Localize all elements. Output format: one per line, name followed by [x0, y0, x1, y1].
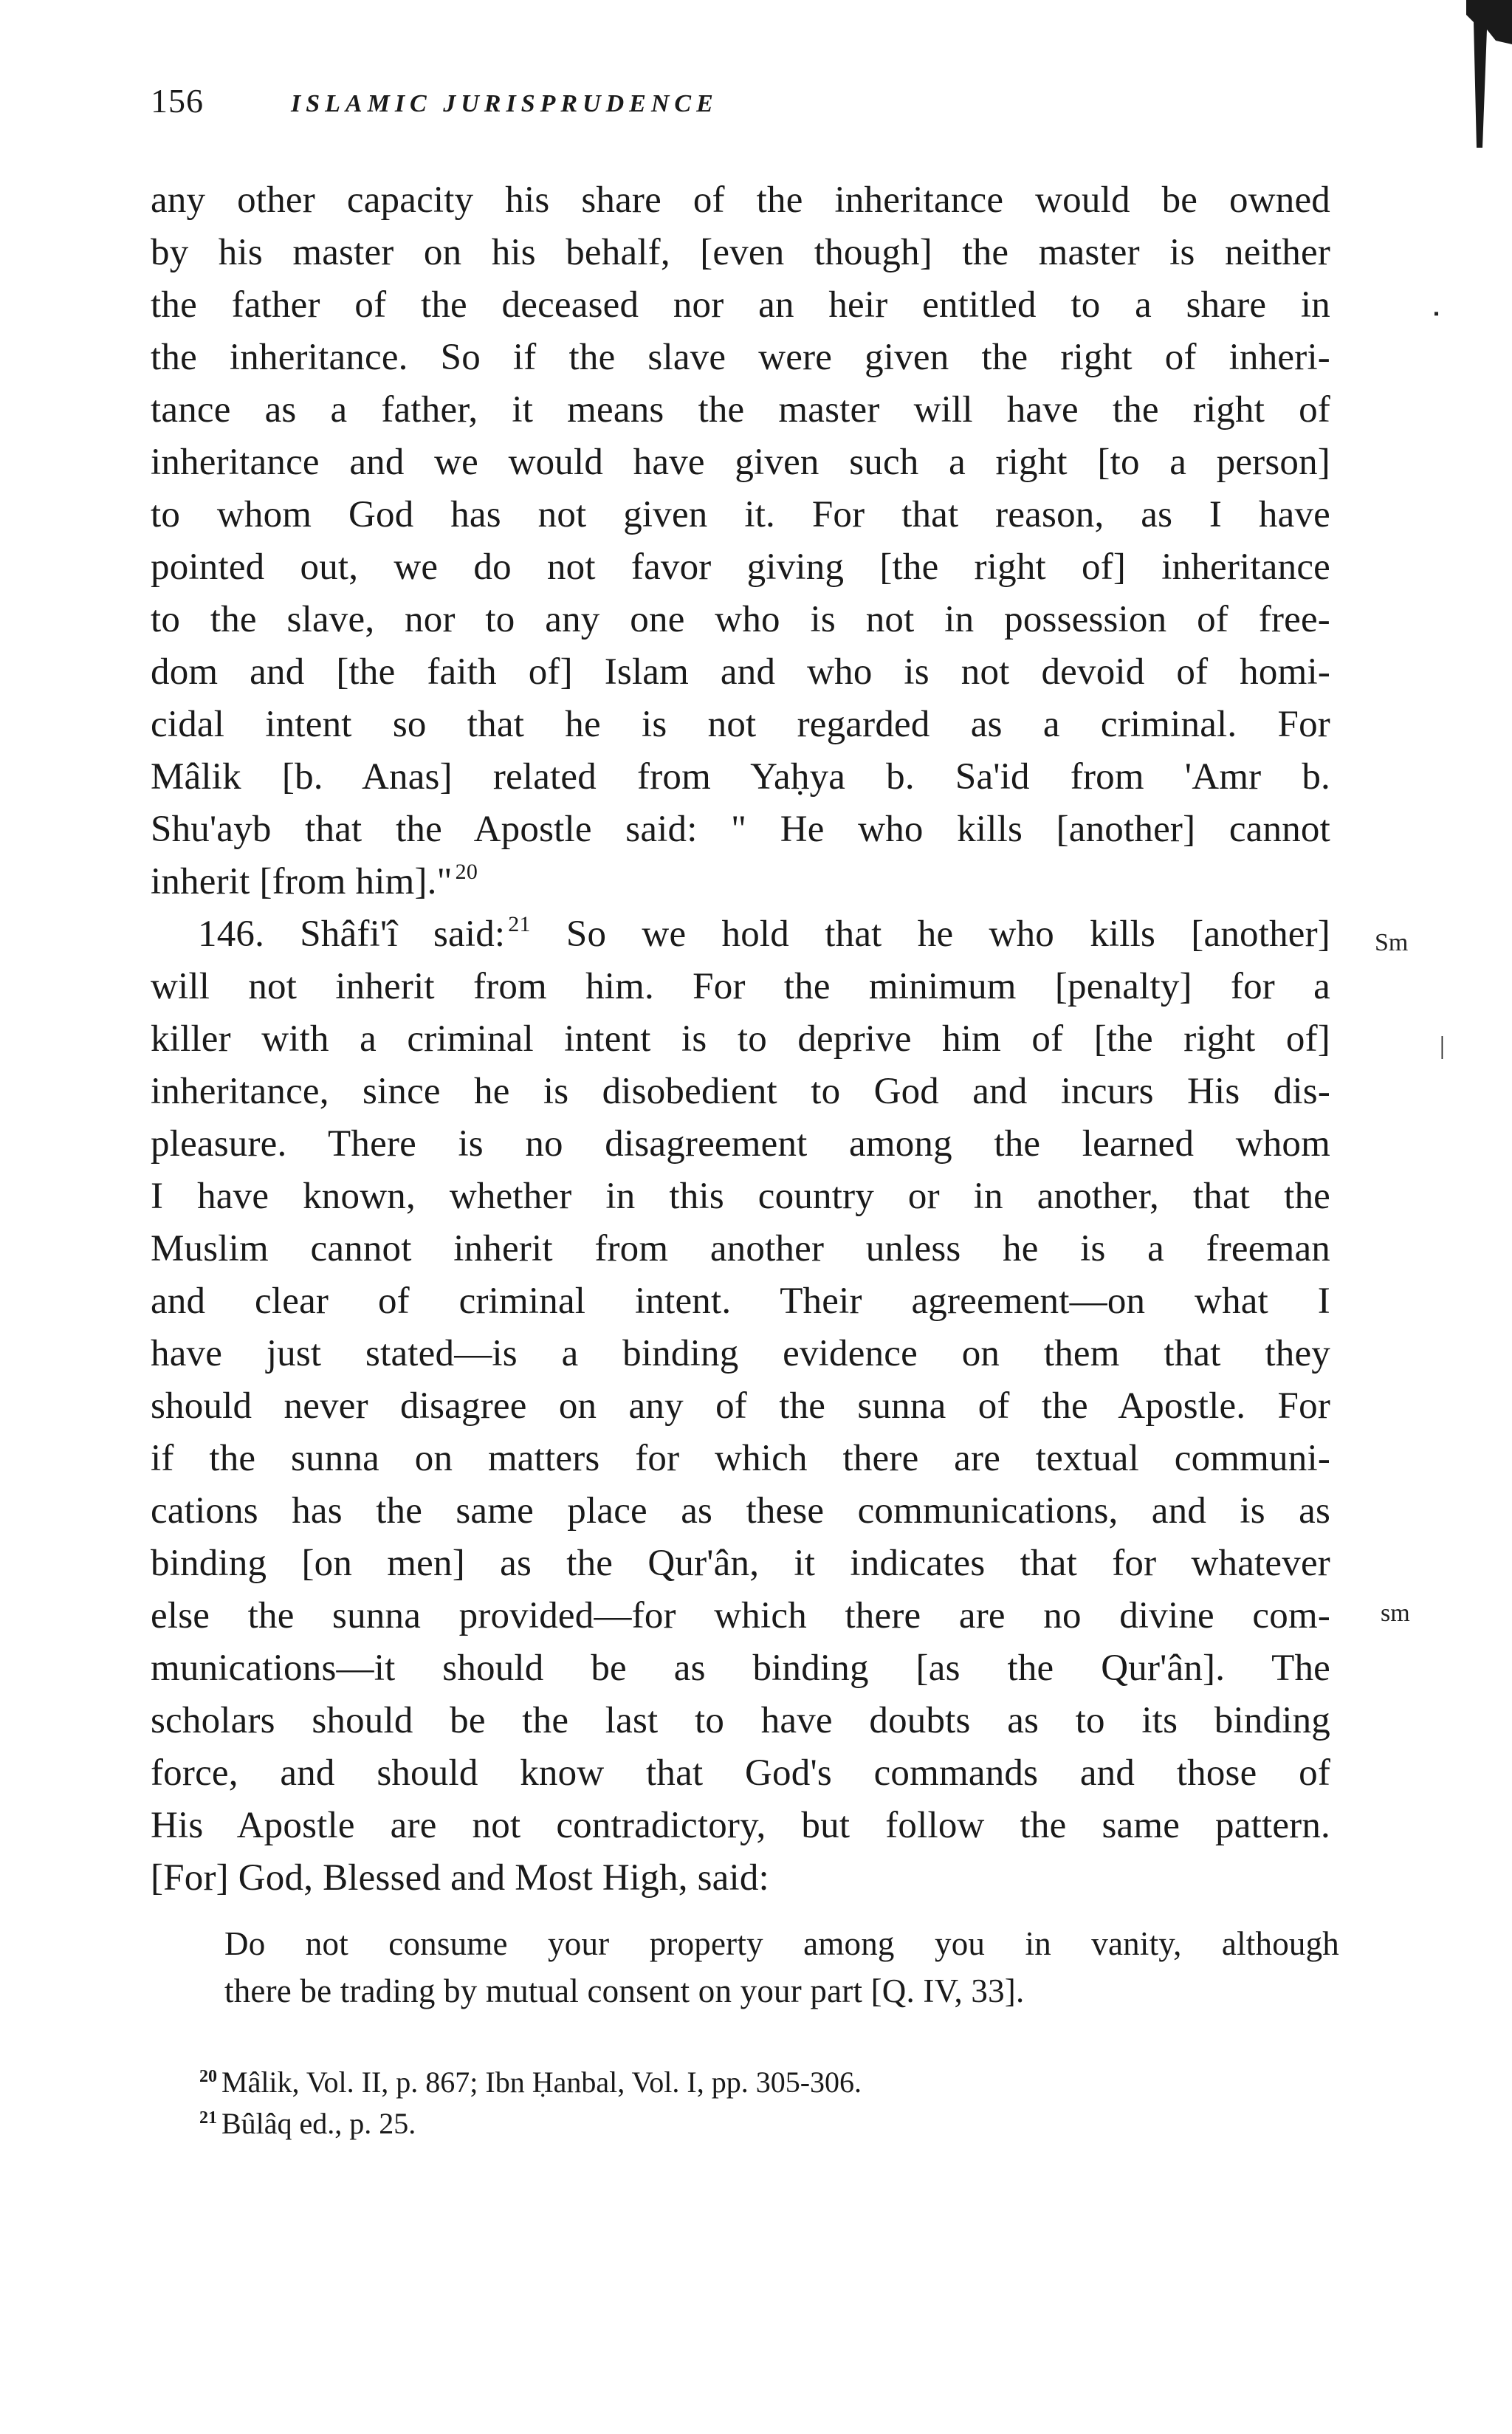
footnote-text: Bûlâq ed., p. 25. [221, 2107, 416, 2140]
footnotes [199, 2062, 1159, 2145]
text-line: scholars should be the last to have doubts as to its binding [151, 1700, 1330, 1741]
text-line: and clear of criminal intent. Their agreement—on what I [151, 1281, 1330, 1322]
text-line: munications—it should be as binding [as the Qur'ân]. The [151, 1648, 1330, 1689]
text-line: His Apostle are not contradictory, but follow the same pattern. [151, 1805, 1330, 1846]
text-line-content: inherit [from him]." [151, 861, 453, 902]
text-line: cidal intent so that he is not regarded as a criminal. For [151, 704, 1330, 745]
text-line: by his master on his behalf, [even though] the master is neither [151, 232, 1330, 273]
page-margin-left [0, 0, 148, 2434]
page-number: 156 [151, 82, 204, 120]
paragraph [151, 908, 1330, 1905]
footnote [199, 2103, 1159, 2145]
text-line: the inheritance. So if the slave were given the right of inheri- [151, 337, 1330, 378]
text-line: will not inherit from him. For the minimum [penalty] for a [151, 966, 1330, 1007]
footnote-marker: 20 [199, 2067, 217, 2086]
text-line [151, 908, 1330, 961]
text-line: to the slave, nor to any one who is not in possession of free- [151, 599, 1330, 640]
footnote-marker: 21 [199, 2108, 217, 2128]
text-line: pleasure. There is no disagreement among the learned whom [151, 1123, 1330, 1165]
paragraph-number-and-speaker: 146. Shâfi'î said: [198, 913, 506, 955]
quote-line: Do not consume your property among you in vanity, although [224, 1925, 1339, 1962]
running-title: ISLAMIC JURISPRUDENCE [291, 90, 718, 117]
text-line: else the sunna provided—for which there are no divine com- [151, 1595, 1330, 1636]
text-line: to whom God has not given it. For that reason, as I have [151, 494, 1330, 535]
quote-line: there be trading by mutual consent on your part [Q. IV, 33]. [224, 1972, 1025, 2009]
text-line: inheritance and we would have given such a right [to a person] [151, 442, 1330, 483]
text-line: the father of the deceased nor an heir entitled to a share in [151, 284, 1330, 326]
text-line: have just stated—is a binding evidence on them that they [151, 1333, 1330, 1374]
paragraph [151, 174, 1330, 908]
text-line: force, and should know that God's commands and those of [151, 1752, 1330, 1794]
text-line: tance as a father, it means the master will have the right of [151, 389, 1330, 431]
text-line: killer with a criminal intent is to deprive him of [the right of] [151, 1018, 1330, 1060]
text-line: Mâlik [b. Anas] related from Yaḥya b. Sa'id from 'Amr b. [151, 756, 1330, 798]
text-line: Shu'ayb that the Apostle said: " He who kills [another] cannot [151, 809, 1330, 850]
text-line [151, 856, 1330, 908]
text-line: if the sunna on matters for which there are textual communi- [151, 1438, 1330, 1479]
footnote [199, 2062, 1159, 2103]
footnote-reference[interactable]: 20 [455, 860, 478, 884]
text-line: cations has the same place as these communications, and is as [151, 1490, 1330, 1532]
page-header [151, 81, 1332, 133]
margin-mark: Sm [1375, 929, 1409, 956]
block-quote [224, 1920, 1339, 2015]
text-line: pointed out, we do not favor giving [the right of] inheritance [151, 546, 1330, 588]
text-line: inheritance, since he is disobedient to God and incurs His dis- [151, 1071, 1330, 1112]
text-line: should never disagree on any of the sunna of the Apostle. For [151, 1385, 1330, 1427]
text-line: any other capacity his share of the inheritance would be owned [151, 179, 1330, 221]
body-text [151, 174, 1330, 1905]
footnote-reference[interactable]: 21 [508, 912, 531, 936]
text-line: [For] God, Blessed and Most High, said: [151, 1857, 769, 1899]
margin-mark: sm [1381, 1600, 1410, 1627]
footnote-text: Mâlik, Vol. II, p. 867; Ibn Ḥanbal, Vol. I, pp. 305-306. [221, 2066, 862, 2099]
text-line-content: So we hold that he who kills [another] [566, 913, 1330, 955]
text-line: binding [on men] as the Qur'ân, it indicates that for whatever [151, 1543, 1330, 1584]
text-line: dom and [the faith of] Islam and who is not devoid of homi- [151, 651, 1330, 693]
text-line: Muslim cannot inherit from another unless he is a freeman [151, 1228, 1330, 1269]
margin-mark: | [1440, 1032, 1445, 1060]
margin-mark: ▪ [1434, 306, 1440, 322]
text-line: I have known, whether in this country or in another, that the [151, 1176, 1330, 1217]
scan-artifact-mark [1444, 0, 1512, 148]
